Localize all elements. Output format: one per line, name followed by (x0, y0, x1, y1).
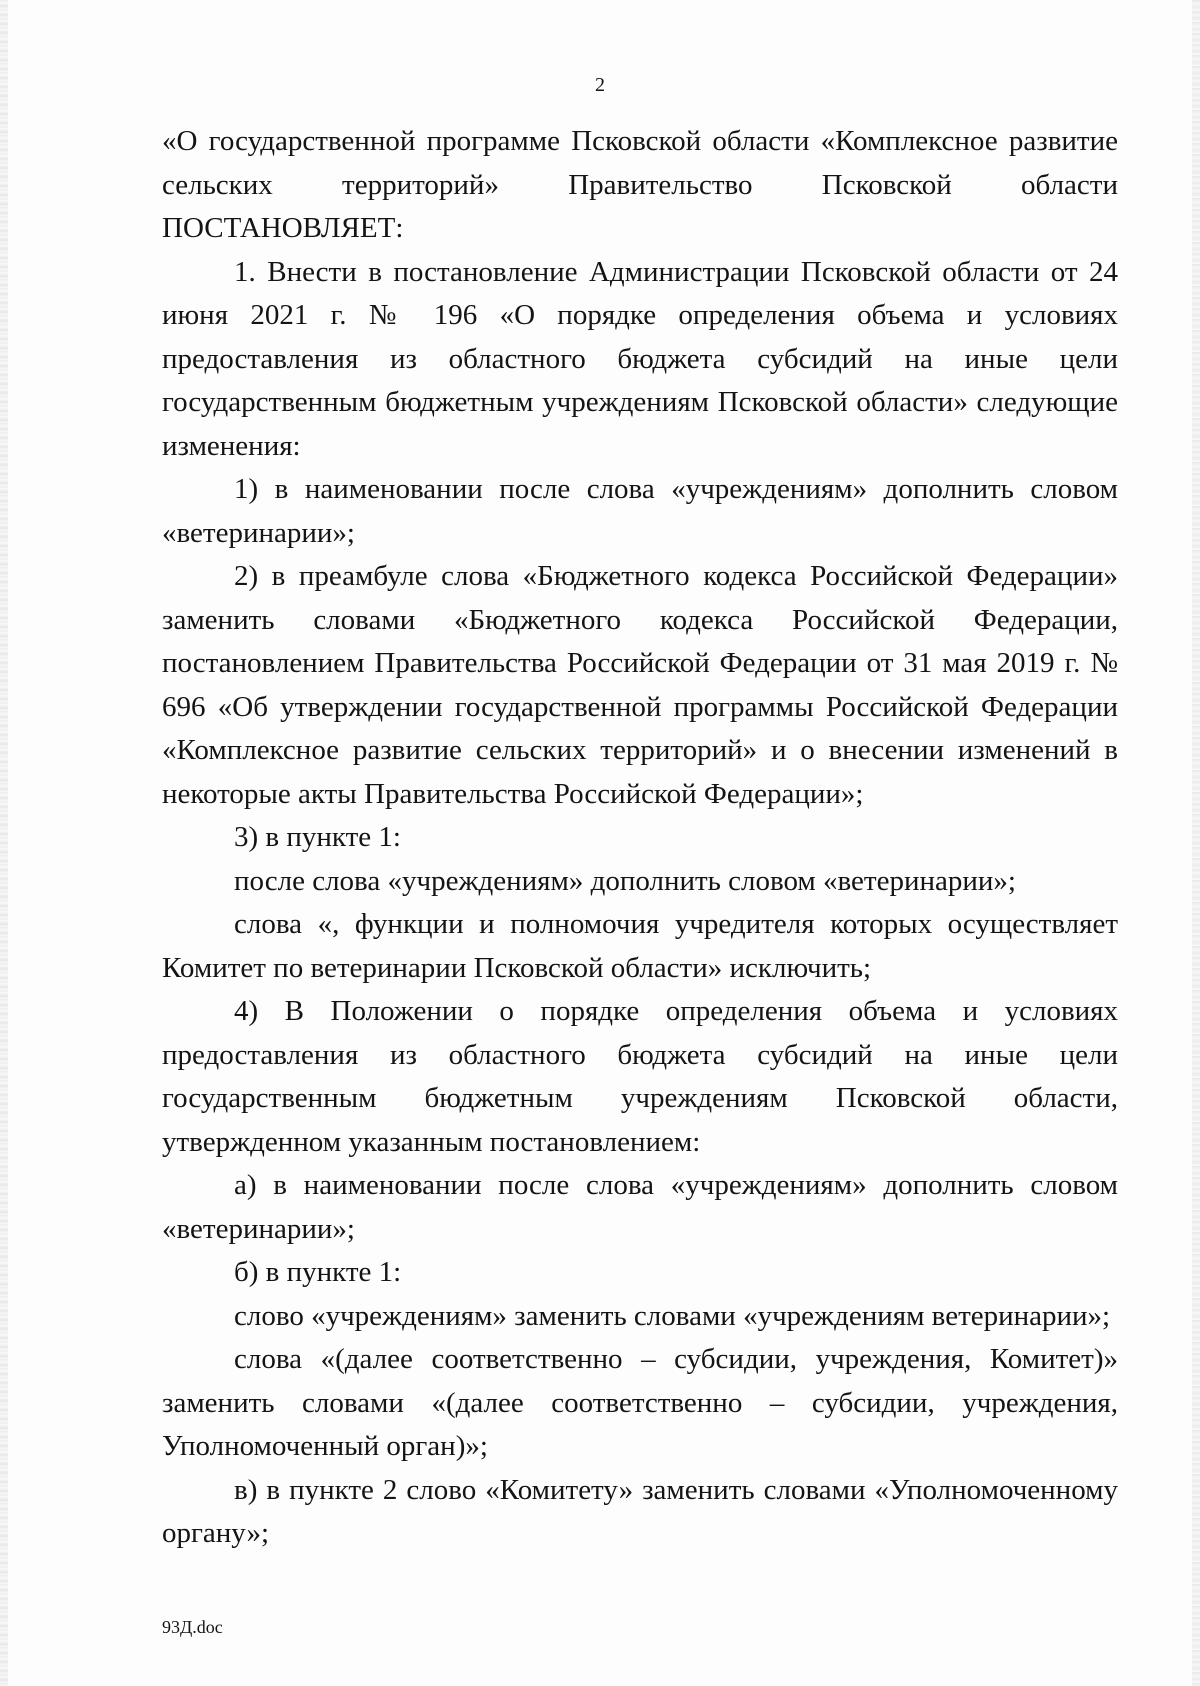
paragraph: слова «, функции и полномочия учредителя которых осуществляет Комитет по ветеринарии Псковской области» исключить; (162, 908, 1118, 984)
paragraph: 4) В Положении о порядке определения объема и условиях предоставления из областного бюджета субсидий на иные цели государственным бюджетным учреждениям Псковской области, утвержденном указанным постановлением: (162, 995, 1118, 1158)
paragraph: а) в наименовании после слова «учреждениям» дополнить словом «ветеринарии»; (162, 1169, 1118, 1245)
paragraph: после слова «учреждениям» дополнить словом «ветеринарии»; (234, 864, 1016, 897)
footer-file-name: 93Д.doc (162, 1617, 223, 1637)
paragraph: 1. Внести в постановление Администрации Псковской области от 24 июня 2021 г. № 196 «О порядке определения объема и условиях предоставления из областного бюджета субсидий на иные цели государственным бюджетным учреждениям Псковской области» следующие изменения: (162, 255, 1118, 462)
scan-edge-right (1192, 0, 1200, 1686)
paragraph: 3) в пункте 1: (234, 821, 401, 853)
paragraph: 2) в преамбуле слова «Бюджетного кодекса Российской Федерации» заменить словами «Бюджетного кодекса Российской Федерации, постановлением Правительства Российской Федерации от 31 мая 2019 г. № 696 «Об утверждении государственной программы Российской Федерации «Комплексное развитие сельских территорий» и о внесении изменений в некоторые акты Правительства Российской Федерации»; (162, 560, 1118, 810)
document-body (162, 120, 1118, 1556)
paragraph: в) в пункте 2 слово «Комитету» заменить словами «Уполномоченному органу»; (162, 1473, 1118, 1549)
paragraph: слова «(далее соответственно – субсидии, учреждения, Комитет)» заменить словами «(далее соответственно – субсидии, учреждения, Уполномоченный орган)»; (162, 1343, 1118, 1462)
paragraph: 1) в наименовании после слова «учреждениям» дополнить словом «ветеринарии»; (162, 473, 1118, 549)
scan-edge-left (0, 0, 8, 1686)
paragraph: слово «учреждениям» заменить словами «учреждениям ветеринарии»; (234, 1299, 1111, 1332)
paragraph: «О государственной программе Псковской области «Комплексное развитие сельских территорий» Правительство Псковской области ПОСТАНОВЛЯЕТ: (162, 125, 1118, 244)
page-number: 2 (595, 74, 605, 96)
paragraph: б) в пункте 1: (234, 1256, 402, 1288)
